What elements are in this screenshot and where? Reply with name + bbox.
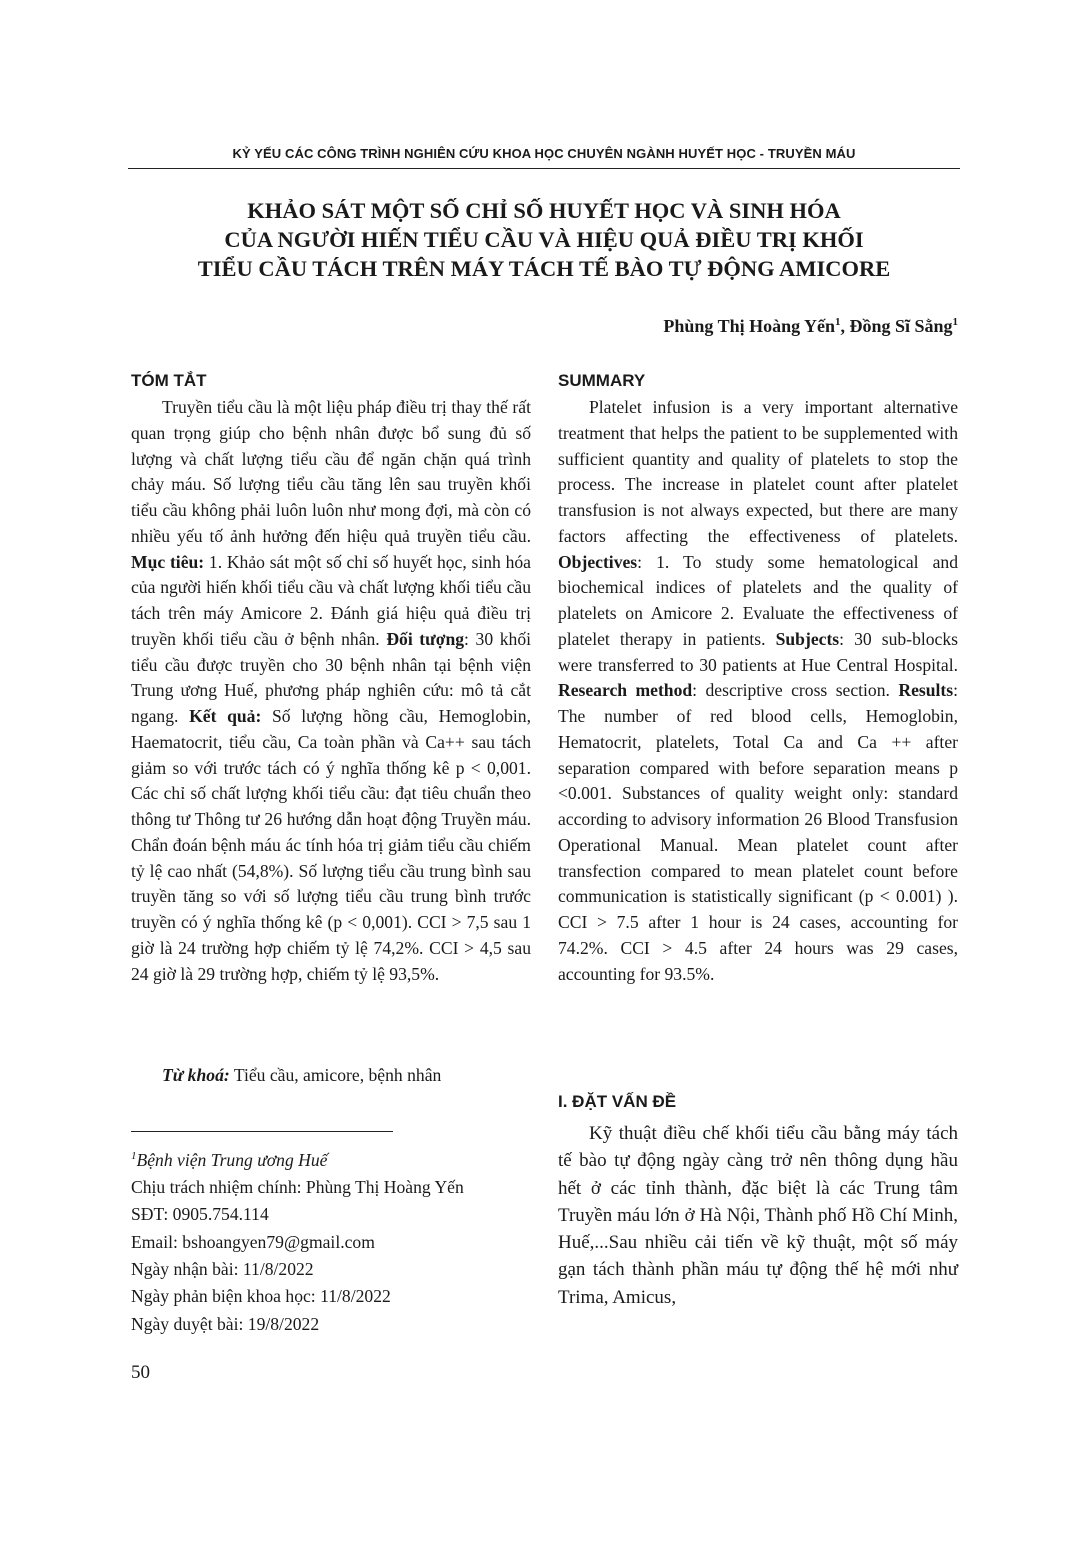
header-rule: [128, 168, 960, 169]
keywords: [131, 1063, 531, 1089]
abstract-vi-body: [131, 395, 531, 987]
introduction-heading: I. ĐẶT VẤN ĐỀ: [558, 1092, 677, 1111]
abstract-en-label-results: Results: [898, 680, 954, 701]
footnote-affiliation-text: Bệnh viện Trung ương Huế: [136, 1149, 328, 1170]
article-title: [128, 196, 960, 283]
title-line-2: CỦA NGƯỜI HIẾN TIỂU CẦU VÀ HIỆU QUẢ ĐIỀU TRỊ KHỐI: [224, 227, 864, 252]
footnote-approved: Ngày duyệt bài: 19/8/2022: [131, 1313, 320, 1334]
abstract-en-paragraph: [558, 395, 958, 987]
abstract-vi-label-results: Kết quả:: [189, 706, 262, 726]
keywords-label: Từ khoá:: [162, 1065, 230, 1085]
abstract-en-text-4: : descriptive cross section.: [692, 680, 899, 701]
footnote-affiliation: [131, 1143, 464, 1174]
footnotes: [131, 1143, 464, 1338]
footnote-email: Email: bshoangyen79@gmail.com: [131, 1231, 375, 1252]
title-line-3: TIỂU CẦU TÁCH TRÊN MÁY TÁCH TẾ BÀO TỰ ĐỘNG AMICORE: [197, 256, 891, 281]
footnote-affiliation-mark: 1: [131, 1150, 137, 1162]
footnote-reviewed: Ngày phản biện khoa học: 11/8/2022: [131, 1286, 391, 1307]
abstract-en-label-method: Research method: [558, 680, 693, 701]
abstract-en-heading: SUMMARY: [558, 371, 646, 390]
abstract-en-text-2: : 1. To study some hematological and biochemical indices of platelets and the quality of platelets on Amicore 2. Evaluate the effectiveness of platelet therapy in patients.: [558, 551, 958, 649]
abstract-vi-paragraph: [131, 395, 531, 987]
abstract-vi-text-3: : 30 khối tiểu cầu được truyền cho 30 bệnh nhân tại bệnh viện Trung ương Huế, phương pháp nghiên cứu: mô tả cắt ngang.: [131, 628, 532, 726]
abstract-vi-text-1: Truyền tiểu cầu là một liệu pháp điều trị thay thế rất quan trọng giúp cho bệnh nhân được bổ sung đủ số lượng và chất lượng tiểu cầu để ngăn chặn quá trình chảy máu. Số lượng tiểu cầu tăng lên sau truyền khối tiểu cầu không phải luôn luôn như mong đợi, mà còn có nhiều yếu tố ảnh hưởng đến hiệu quả truyền tiểu cầu.: [131, 397, 531, 546]
footnote-rule: [131, 1131, 393, 1132]
abstract-vi-heading: TÓM TẮT: [131, 371, 207, 390]
author-separator: ,: [840, 316, 850, 336]
page-number: 50: [131, 1362, 150, 1383]
introduction-body: [558, 1120, 958, 1311]
footnote-responsible: Chịu trách nhiệm chính: Phùng Thị Hoàng Yến: [131, 1177, 464, 1198]
title-line-1: KHẢO SÁT MỘT SỐ CHỈ SỐ HUYẾT HỌC VÀ SINH HÓA: [247, 198, 841, 223]
author-1-affiliation: 1: [834, 316, 841, 328]
introduction-paragraph: Kỹ thuật điều chế khối tiểu cầu bằng máy tách tế bào tự động ngày càng trở nên thông dụng hầu hết ở các tỉnh thành, đặc biệt là các Trung tâm Truyền máu lớn ở Hà Nội, Thành phố Hồ Chí Minh, Huế,...Sau nhiều cải tiến về kỹ thuật, một số máy gạn tách thành phần máu tự động thế hệ mới như Trima, Amicus,: [558, 1123, 958, 1308]
running-header: KỶ YẾU CÁC CÔNG TRÌNH NGHIÊN CỨU KHOA HỌC CHUYÊN NGÀNH HUYẾT HỌC - TRUYỀN MÁU: [232, 146, 856, 161]
abstract-en-body: [558, 395, 958, 987]
author-1: Phùng Thị Hoàng Yến: [663, 316, 835, 336]
author-2: Đồng Sĩ Sằng: [849, 316, 953, 336]
abstract-en-text-3: : 30 sub-blocks were transferred to 30 patients at Hue Central Hospital.: [558, 628, 959, 675]
abstract-vi-label-subjects: Đối tượng: [386, 628, 465, 649]
abstract-en-text-1: Platelet infusion is a very important alternative treatment that helps the patient to be supplemented with sufficient quantity and quality of platelets to stop the process. The increase in platelet count after platelet transfusion is not always expected, but there are many factors affecting the effectiveness of platelets.: [558, 397, 958, 546]
abstract-en-text-5: : The number of red blood cells, Hemoglobin, Hematocrit, platelets, Total Ca and Ca ++ after separation compared with before separation means p <0.001. Substances of quality weight only: standard according to advisory information 26 Blood Transfusion Operational Manual. Mean platelet count after transfection compared to mean platelet count before communication is statistically significant (p < 0.001) ). CCI > 7.5 after 1 hour is 24 cases, accounting for 74.2%. CCI > 4.5 after 24 hours was 29 cases, accounting for 93.5%.: [558, 680, 958, 984]
abstract-vi-label-objectives: Mục tiêu:: [131, 551, 205, 572]
author-2-affiliation: 1: [952, 316, 958, 328]
abstract-en-label-objectives: Objectives: [558, 551, 638, 572]
abstract-vi-text-2: 1. Khảo sát một số chỉ số huyết học, sinh hóa của người hiến khối tiểu cầu và chất lượng khối tiểu cầu tách trên máy Amicore 2. Đánh giá hiệu quả điều trị truyền khối tiểu cầu ở bệnh nhân.: [131, 551, 531, 649]
footnote-received: Ngày nhận bài: 11/8/2022: [131, 1259, 314, 1280]
footnote-phone: SĐT: 0905.754.114: [131, 1204, 269, 1225]
abstract-vi-text-4: Số lượng hồng cầu, Hemoglobin, Haematocrit, tiểu cầu, Ca toàn phần và Ca++ sau tách giảm so với trước tách có ý nghĩa thống kê p < 0,001. Các chỉ số chất lượng khối tiểu cầu: đạt tiêu chuẩn theo thông tư Thông tư 26 hướng dẫn hoạt động Truyền máu. Chẩn đoán bệnh máu ác tính hóa trị giảm tiểu cầu chiếm tỷ lệ cao nhất (54,8%). Số lượng tiểu cầu trung bình sau truyền tăng so với số lượng tiểu cầu trung bình trước truyền có ý nghĩa thống kê (p < 0,001). CCI > 7,5 sau 1 giờ là 24 trường hợp chiếm tỷ lệ 74,2%. CCI > 4,5 sau 24 giờ là 29 trường hợp, chiếm tỷ lệ 93,5%.: [131, 706, 531, 984]
keywords-text: Tiểu cầu, amicore, bệnh nhân: [229, 1065, 442, 1085]
author-list: [663, 316, 958, 337]
abstract-en-label-subjects: Subjects: [775, 628, 840, 649]
